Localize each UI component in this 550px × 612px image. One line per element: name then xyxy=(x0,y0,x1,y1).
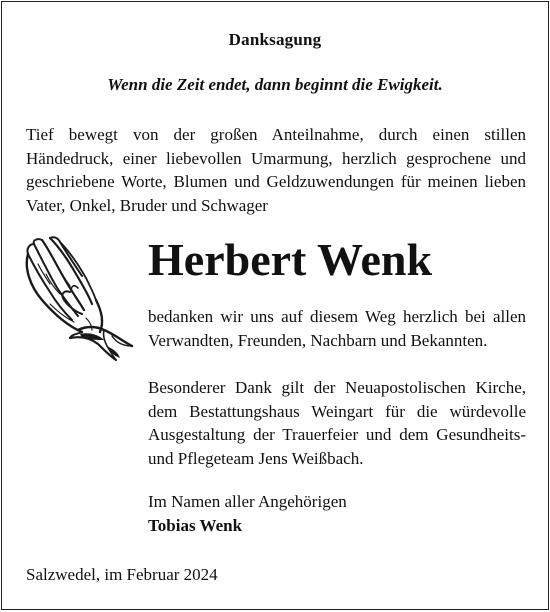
deceased-name: Herbert Wenk xyxy=(148,234,433,285)
signature-line: Im Namen aller Angehörigen xyxy=(148,492,347,511)
thanks-text: bedanken wir uns auf diesem Weg herzlich bei allen Verwandten, Freunden, Nachbarn und Bekannten. xyxy=(148,307,526,350)
heading: Danksagung xyxy=(228,30,322,49)
praying-hands-icon xyxy=(20,234,138,362)
motto: Wenn die Zeit endet, dann beginnt die Ewigkeit. xyxy=(107,75,443,94)
obituary-notice xyxy=(1,1,549,610)
signature-name: Tobias Wenk xyxy=(148,516,243,535)
special-thanks-text: Besonderer Dank gilt der Neuapostolischen Kirche, dem Bestattungshaus Weingart für die würdevolle Ausgestaltung der Trauerfeier und dem Gesundheits- und Pflegeteam Jens Weißbach. xyxy=(148,378,526,468)
place-date: Salzwedel, im Februar 2024 xyxy=(26,565,218,584)
intro-text: Tief bewegt von der großen Anteilnahme, durch einen stillen Händedruck, einer liebevollen Umarmung, herzlich gesprochene und geschriebene Worte, Blumen und Geldzuwendungen für meinen lieben Vater, Onkel, Bruder und Schwager xyxy=(26,125,526,215)
